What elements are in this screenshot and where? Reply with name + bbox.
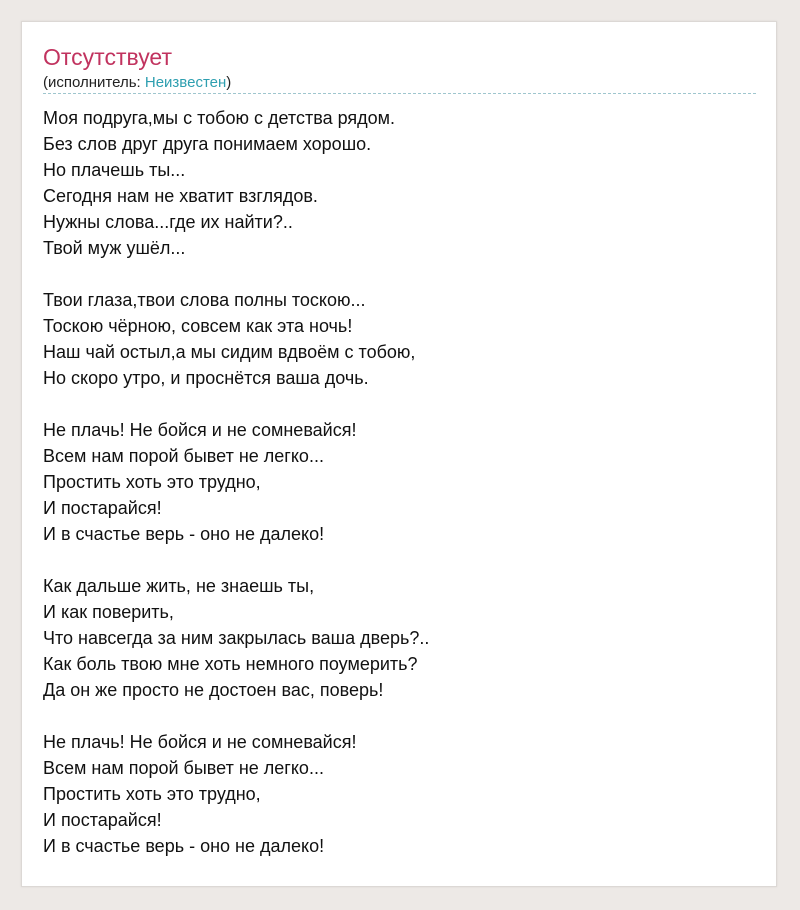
lyrics-line: Но плачешь ты... bbox=[43, 160, 186, 180]
lyrics-line: Сегодня нам не хватит взглядов. bbox=[43, 186, 318, 206]
lyrics-line: Да он же просто не достоен вас, поверь! bbox=[43, 680, 384, 700]
lyrics-line: И как поверить, bbox=[43, 602, 174, 622]
lyrics-line: Не плачь! Не бойся и не сомневайся! bbox=[43, 420, 357, 440]
lyrics-line: Наш чай остыл,а мы сидим вдвоём с тобою, bbox=[43, 342, 416, 362]
title-divider bbox=[43, 93, 756, 94]
lyrics-body bbox=[43, 105, 753, 885]
lyrics-line: Как дальше жить, не знаешь ты, bbox=[43, 576, 315, 596]
lyrics-line: Без слов друг друга понимаем хорошо. bbox=[43, 134, 372, 154]
artist-prefix: (исполнитель: bbox=[43, 74, 145, 91]
lyrics-line: И в счастье верь - оно не далеко! bbox=[43, 836, 325, 856]
lyrics-line: Твой муж ушёл... bbox=[43, 238, 186, 258]
lyrics-line: Простить хоть это трудно, bbox=[43, 472, 261, 492]
lyrics-stanza bbox=[43, 287, 753, 391]
lyrics-line: Простить хоть это трудно, bbox=[43, 784, 261, 804]
lyrics-stanza bbox=[43, 729, 753, 859]
lyrics-line: И в счастье верь - оно не далеко! bbox=[43, 524, 325, 544]
lyrics-line: Моя подруга,мы с тобою с детства рядом. bbox=[43, 108, 396, 128]
lyrics-line: Но скоро утро, и проснётся ваша дочь. bbox=[43, 368, 369, 388]
artist-suffix: ) bbox=[226, 74, 232, 91]
lyrics-line: Как боль твою мне хоть немного поумерить? bbox=[43, 654, 418, 674]
artist-line bbox=[43, 73, 231, 93]
lyrics-stanza bbox=[43, 105, 753, 261]
lyrics-line: И постарайся! bbox=[43, 498, 162, 518]
lyrics-stanza bbox=[43, 417, 753, 547]
artist-link[interactable]: Неизвестен bbox=[144, 74, 227, 91]
lyrics-line: Не плачь! Не бойся и не сомневайся! bbox=[43, 732, 357, 752]
lyrics-card bbox=[21, 21, 777, 887]
lyrics-stanza bbox=[43, 573, 753, 703]
lyrics-line: И постарайся! bbox=[43, 810, 162, 830]
lyrics-line: Нужны слова...где их найти?.. bbox=[43, 212, 293, 232]
lyrics-line: Тоскою чёрною, совсем как эта ночь! bbox=[43, 316, 353, 336]
lyrics-line: Всем нам порой бывет не легко... bbox=[43, 758, 324, 778]
lyrics-line: Всем нам порой бывет не легко... bbox=[43, 446, 324, 466]
lyrics-line: Что навсегда за ним закрылась ваша дверь?.. bbox=[43, 628, 430, 648]
lyrics-line: Твои глаза,твои слова полны тоскою... bbox=[43, 290, 366, 310]
song-title: Отсутствует bbox=[43, 44, 172, 70]
